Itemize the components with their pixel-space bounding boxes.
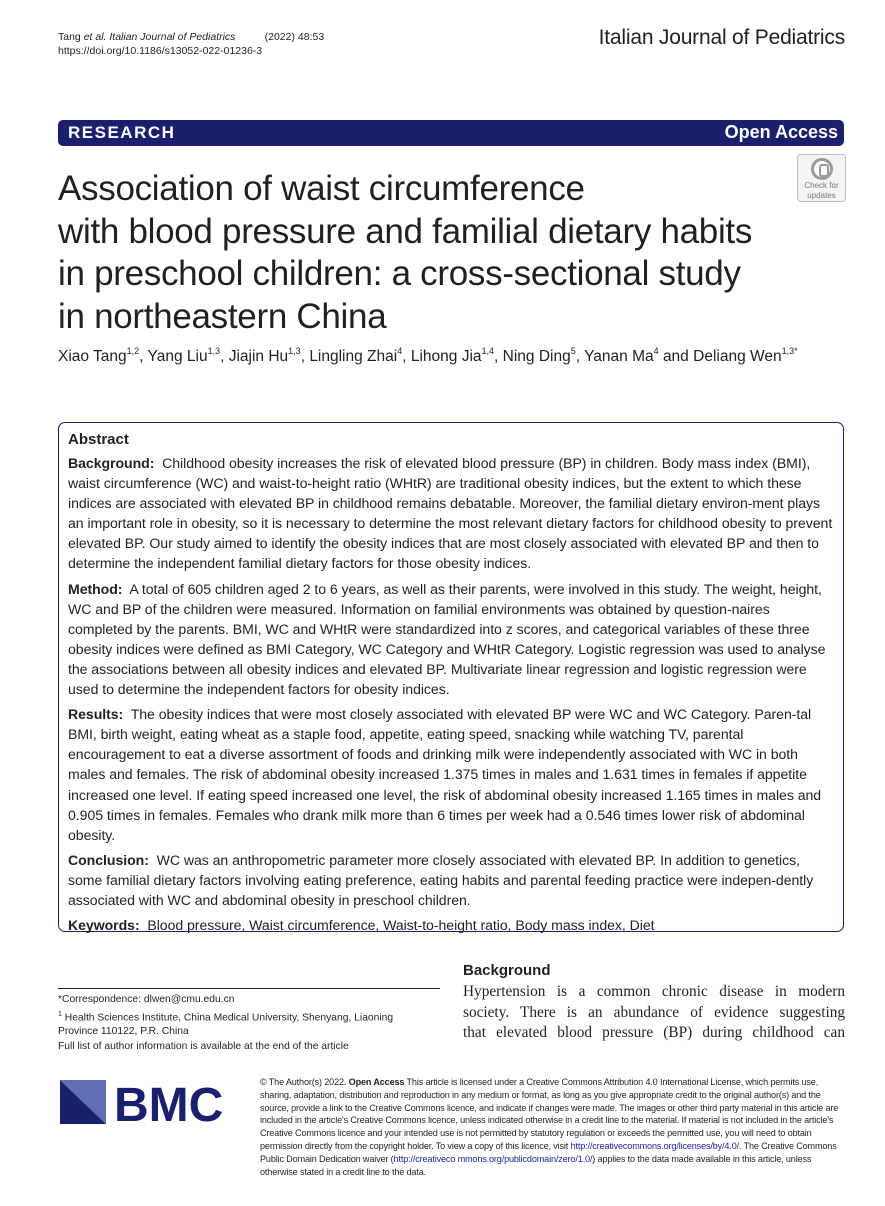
open-access-label: Open Access xyxy=(724,122,838,142)
correspondence-block xyxy=(58,988,440,1054)
abstract-method-label: Method: xyxy=(68,580,123,597)
bmc-logo-text: BMC xyxy=(114,1079,224,1126)
author-name[interactable]: Ning Ding xyxy=(502,348,571,365)
affiliation-number: 1 xyxy=(58,1010,62,1018)
journal-name: Italian Journal of Pediatrics xyxy=(598,26,845,49)
affiliation-line1: Health Sciences Institute, China Medical University, Shenyang, Liaoning xyxy=(61,1011,394,1023)
author-name[interactable]: Deliang Wen xyxy=(693,348,782,365)
abstract-method-text: A total of 605 children aged 2 to 6 years, as well as their parents, were involved in this study. The weight, height, WC and BP of the children were measured. Information on familial environments was obtained by question-naires completed by the parents. BMI, WC and WHtR were standardized into z scores, and categorical variables of these three obesity indices were defined as BMI Category, WC Category and WHtR Category. Logistic regression was used to analyse the associations between all obesity indices and elevated BP. Multivariate linear regression and logistic regression were used to determine the independent factors for obesity indices. xyxy=(68,580,826,698)
license-text xyxy=(260,1076,846,1178)
background-heading: Background xyxy=(463,962,551,979)
article-type-label: RESEARCH xyxy=(68,123,176,142)
check-updates-line1: Check for xyxy=(804,181,839,190)
abstract-background-text: Childhood obesity increases the risk of elevated blood pressure (BP) in children. Body mass index (BMI), waist circumference (WC) and waist-to-height ratio (WHtR) are traditional obesity indices, but the extent to which these indices are associated with elevated BP in childhood remains debatable. Moreover, the familial dietary environ-ment plays an important role in obesity, so it is necessary to determine the most relevant dietary factors for childhood obesity to prevent elevated BP. Our study aimed to identify the obesity indices that are most closely associated with elevated BP and then to determine the independent familial dietary factors for those obesity indices. xyxy=(68,455,833,572)
abstract-results-text: The obesity indices that were most closely associated with elevated BP were WC and WC Category. Paren-tal BMI, birth weight, eating wheat as a staple food, appetite, eating speed, snacking while watching TV, parental encouragement to eat a diverse assortment of foods and drinking milk were independently associated with WC in both males and females. The risk of abdominal obesity increased 1.375 times in males and 1.631 times in females if appetite increased one level. If eating speed increased one level, the risk of abdominal obesity increased 1.165 times in males and 0.905 times in females. Females who drank milk more than 6 times per week had a 0.546 times lower risk of abdominal obesity. xyxy=(68,706,822,843)
full-author-info-note: Full list of author information is available at the end of the article xyxy=(58,1040,349,1052)
license-open-access: Open Access xyxy=(348,1077,405,1087)
correspondence-affiliation xyxy=(58,1008,440,1026)
citation-authors: Tang xyxy=(58,31,84,43)
authors-conjunction: and xyxy=(662,348,689,365)
abstract-results xyxy=(68,704,833,845)
license-mid: . The Creative Commons Public Domain Dedication waiver ( xyxy=(260,1140,837,1164)
affiliation-line2: Province 110122, P.R. China xyxy=(58,1026,189,1038)
author-list: Xiao Tang$^{1,2}$, Yang Liu$^{1,3}$, Jiajin Hu$^{1,3}$, Lingling Zhai$^4$, Lihong Jia$^{1,4}$, Ning Ding$^5$, Yanan Ma$^4$ and Deliang Wen$^{1,3*}$ xyxy=(58,346,798,365)
author-name[interactable]: Jiajin Hu xyxy=(228,348,289,365)
background-line: Hypertension is a common chronic disease in modern xyxy=(463,983,845,1000)
background-line: society. There is an abundance of evidence suggesting xyxy=(463,1003,845,1021)
author-name[interactable]: Lingling Zhai xyxy=(309,348,398,365)
abstract-background-label: Background: xyxy=(68,455,155,471)
license-body: This article is licensed under a Creative Commons Attribution 4.0 International License, which permits use, sharing, adaptation, distribution and reproduction in any medium or format, as long as you give appropriate credit to the original author(s) and the source, provide a link to the Creative Commons licence, and indicate if changes were made. The images or other third party material in this article are included in the article's Creative Commons licence, unless indicated otherwise in a credit line to the material. If material is not included in the article's Creative Commons licence and your intended use is not permitted by statutory regulation or exceeds the permitted use, you will need to obtain permission directly from the copyright holder. To view a copy of this licence, visit xyxy=(260,1077,839,1151)
abstract-results-label: Results: xyxy=(68,706,124,723)
abstract-heading: Abstract xyxy=(68,431,129,448)
abstract-keywords-text: Blood pressure, Waist circumference, Waist-to-height ratio, Body mass index, Diet xyxy=(147,917,655,934)
author-affiliation: 5 xyxy=(570,346,576,356)
title-line: with blood pressure and familial dietary habits xyxy=(58,211,753,251)
abstract-conclusion xyxy=(68,850,833,910)
title-line: Association of waist circumference xyxy=(58,169,585,208)
article-title xyxy=(58,168,818,338)
license-link[interactable]: http://creativecommons.org/licenses/by/4.0/ xyxy=(570,1140,739,1151)
check-updates-line2: updates xyxy=(807,191,836,200)
background-text xyxy=(463,982,845,1044)
citation-header xyxy=(58,30,324,58)
title-line: in northeastern China xyxy=(58,296,387,336)
author-affiliation: 4 xyxy=(653,346,659,356)
correspondence-email[interactable]: *Correspondence: dlwen@cmu.edu.cn xyxy=(58,994,235,1005)
doi-link[interactable]: https://doi.org/10.1186/s13052-022-01236-3 xyxy=(58,45,263,57)
abstract-keywords xyxy=(68,915,833,935)
author-affiliation: 4 xyxy=(397,346,403,356)
citation-journal: et al. Italian Journal of Pediatrics xyxy=(83,31,236,43)
author-name[interactable]: Lihong Jia xyxy=(410,348,482,365)
author-name[interactable]: Yang Liu xyxy=(147,348,208,365)
license-end: ) applies to the data made available in this article, unless otherwise stated in a credit line to the data. xyxy=(260,1153,812,1177)
title-line: in preschool children: a cross-sectional study xyxy=(58,254,741,293)
author-affiliation: 1,3 xyxy=(288,346,301,356)
public-domain-link[interactable]: http://creativeco mmons.org/publicdomain/zero/1.0/ xyxy=(393,1153,593,1164)
abstract-keywords-label: Keywords: xyxy=(68,917,140,934)
background-line: that elevated blood pressure (BP) during childhood can xyxy=(463,1024,845,1041)
author-affiliation: 1,2 xyxy=(126,346,140,356)
article-type-banner xyxy=(58,120,844,146)
author-name[interactable]: Yanan Ma xyxy=(584,348,654,365)
author-affiliation: 1,3* xyxy=(781,346,798,356)
license-copyright: © The Author(s) 2022. xyxy=(260,1077,349,1087)
citation-year: (2022) 48:53 xyxy=(264,31,325,43)
bmc-logo xyxy=(60,1078,235,1126)
abstract-method xyxy=(68,579,833,700)
abstract-conclusion-label: Conclusion: xyxy=(68,851,149,868)
author-affiliation: 1,3 xyxy=(207,346,221,356)
abstract-conclusion-text: WC was an anthropometric parameter more closely associated with elevated BP. In addition to genetics, some familial dietary factors involving eating preference, eating habits and parental feeding practice were indepen-dently associated with WC and abdominal obesity in preschool children. xyxy=(68,851,814,908)
author-affiliation: 1,4 xyxy=(481,346,495,356)
abstract-background xyxy=(68,453,833,574)
author-name[interactable]: Xiao Tang xyxy=(58,348,127,365)
abstract-box xyxy=(58,422,844,932)
